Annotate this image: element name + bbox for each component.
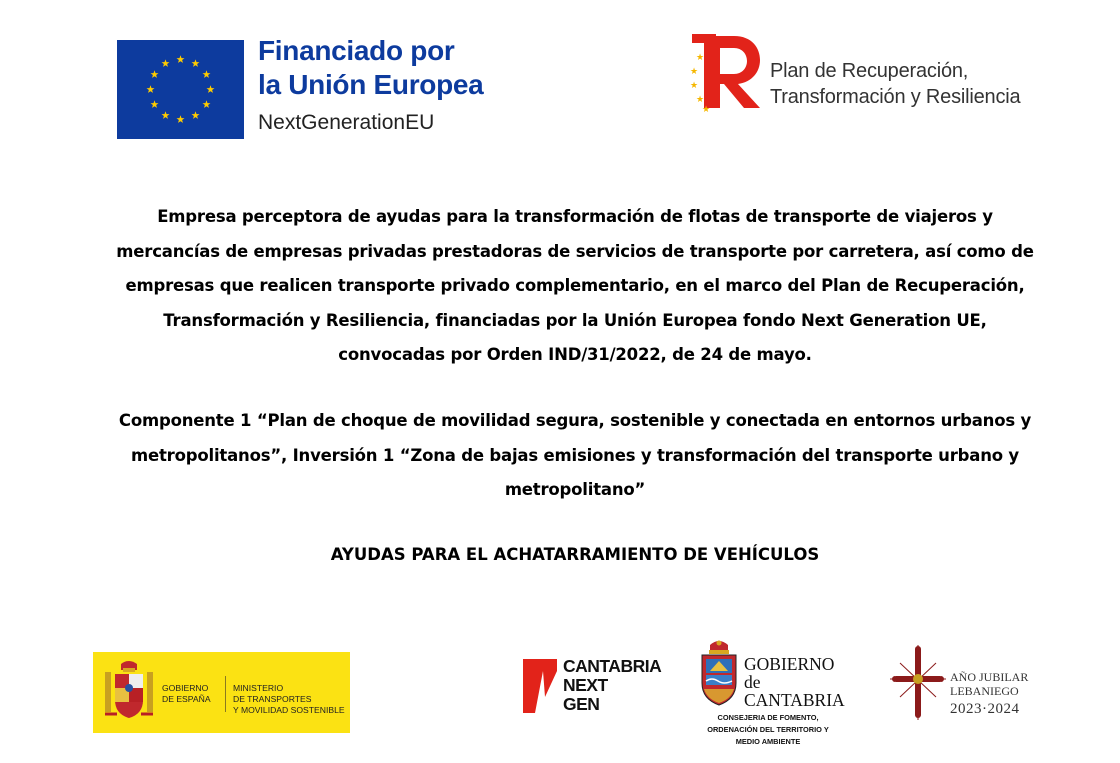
jubilar-line-2: LEBANIEGO <box>950 684 1019 698</box>
eu-star-icon <box>202 100 210 108</box>
gob-name-line-2: DE ESPAÑA <box>162 694 211 704</box>
cant-line-2: de <box>744 672 761 692</box>
eu-line-3: NextGenerationEU <box>258 111 435 134</box>
paragraph-1-line: convocadas por Orden IND/31/2022, de 24 de mayo. <box>338 345 812 364</box>
ministry-line-1: MINISTERIO <box>233 683 284 693</box>
eu-flag-icon <box>117 40 244 139</box>
lebaniego-cross-icon <box>890 645 946 720</box>
paragraph-2-line: metropolitano” <box>504 480 646 499</box>
eu-star-icon <box>162 59 170 67</box>
aid-heading: AYUDAS PARA EL ACHATARRAMIENTO DE VEHÍCULOS <box>330 545 820 564</box>
eu-star-icon <box>207 85 215 93</box>
paragraph-1-line: Transformación y Resiliencia, financiadas por la Unión Europea fondo Next Generation UE, <box>163 310 987 330</box>
prtr-line-2: Transformación y Resiliencia <box>770 86 1021 108</box>
eu-star-icon <box>151 100 159 108</box>
svg-text:★: ★ <box>702 105 711 112</box>
spain-coat-of-arms-icon <box>103 658 155 724</box>
eu-star-icon <box>177 115 185 123</box>
paragraph-1-line: mercancías de empresas privadas prestadoras de servicios de transporte por carretera, así como de <box>116 241 1034 261</box>
cantabria-next-gen-text <box>563 657 661 714</box>
funding-description-paragraph <box>100 200 1050 373</box>
ministry-name <box>233 683 345 716</box>
eu-stars <box>117 40 244 139</box>
prtr-logo-icon <box>690 32 766 112</box>
eu-line-2: la Unión Europea <box>258 69 484 100</box>
eu-star-icon <box>192 111 200 119</box>
paragraph-2-line: Componente 1 “Plan de choque de movilidad segura, sostenible y conectada en entornos urbanos y <box>118 411 1032 430</box>
cantabria-shield-icon <box>698 637 740 709</box>
paragraph-1-line: Empresa perceptora de ayudas para la transformación de flotas de transporte de viajeros y <box>157 207 993 226</box>
gobierno-cantabria-text <box>744 655 845 709</box>
eu-star-icon <box>162 111 170 119</box>
eu-star-icon <box>151 70 159 78</box>
component-description-paragraph <box>100 404 1050 508</box>
svg-text:★: ★ <box>696 95 705 105</box>
svg-text:★: ★ <box>696 53 705 63</box>
gobierno-espana-name <box>162 683 211 705</box>
cantabria-next-gen-icon <box>521 657 559 715</box>
ano-jubilar-text <box>950 670 1028 720</box>
eu-star-icon <box>147 85 155 93</box>
consejeria-line-1: CONSEJERIA DE FOMENTO, <box>717 713 819 722</box>
consejeria-line-3: MEDIO AMBIENTE <box>735 737 801 746</box>
eu-star-icon <box>192 59 200 67</box>
gob-name-line-1: GOBIERNO <box>162 683 209 693</box>
cng-line-3: GEN <box>563 694 600 714</box>
eu-star-icon <box>177 55 185 63</box>
paragraph-1-line: empresas que realicen transporte privado complementario, en el marco del Plan de Recuperación, <box>125 276 1025 295</box>
eu-line-1: Financiado por <box>258 35 455 66</box>
svg-text:★: ★ <box>690 67 699 77</box>
consejeria-name <box>690 712 846 748</box>
prtr-line-1: Plan de Recuperación, <box>770 60 969 82</box>
gob-divider <box>225 676 226 712</box>
cant-line-3: CANTABRIA <box>744 690 845 710</box>
cng-line-2: NEXT <box>563 675 608 695</box>
eu-funding-logo-text <box>258 34 483 140</box>
jubilar-line-1: AÑO JUBILAR <box>950 670 1029 684</box>
svg-text:★: ★ <box>690 81 699 91</box>
jubilar-years: 2023·2024 <box>950 701 1020 717</box>
paragraph-2-line: metropolitanos”, Inversión 1 “Zona de bajas emisiones y transformación del transporte urbano y <box>131 445 1019 465</box>
ministry-line-2: DE TRANSPORTES <box>233 694 312 704</box>
prtr-logo-text <box>770 58 1020 110</box>
cant-line-1: GOBIERNO <box>744 654 835 674</box>
cng-line-1: CANTABRIA <box>563 656 662 676</box>
eu-star-icon <box>202 70 210 78</box>
consejeria-line-2: ORDENACIÓN DEL TERRITORIO Y <box>707 725 829 734</box>
ministry-line-3: Y MOVILIDAD SOSTENIBLE <box>233 705 345 715</box>
